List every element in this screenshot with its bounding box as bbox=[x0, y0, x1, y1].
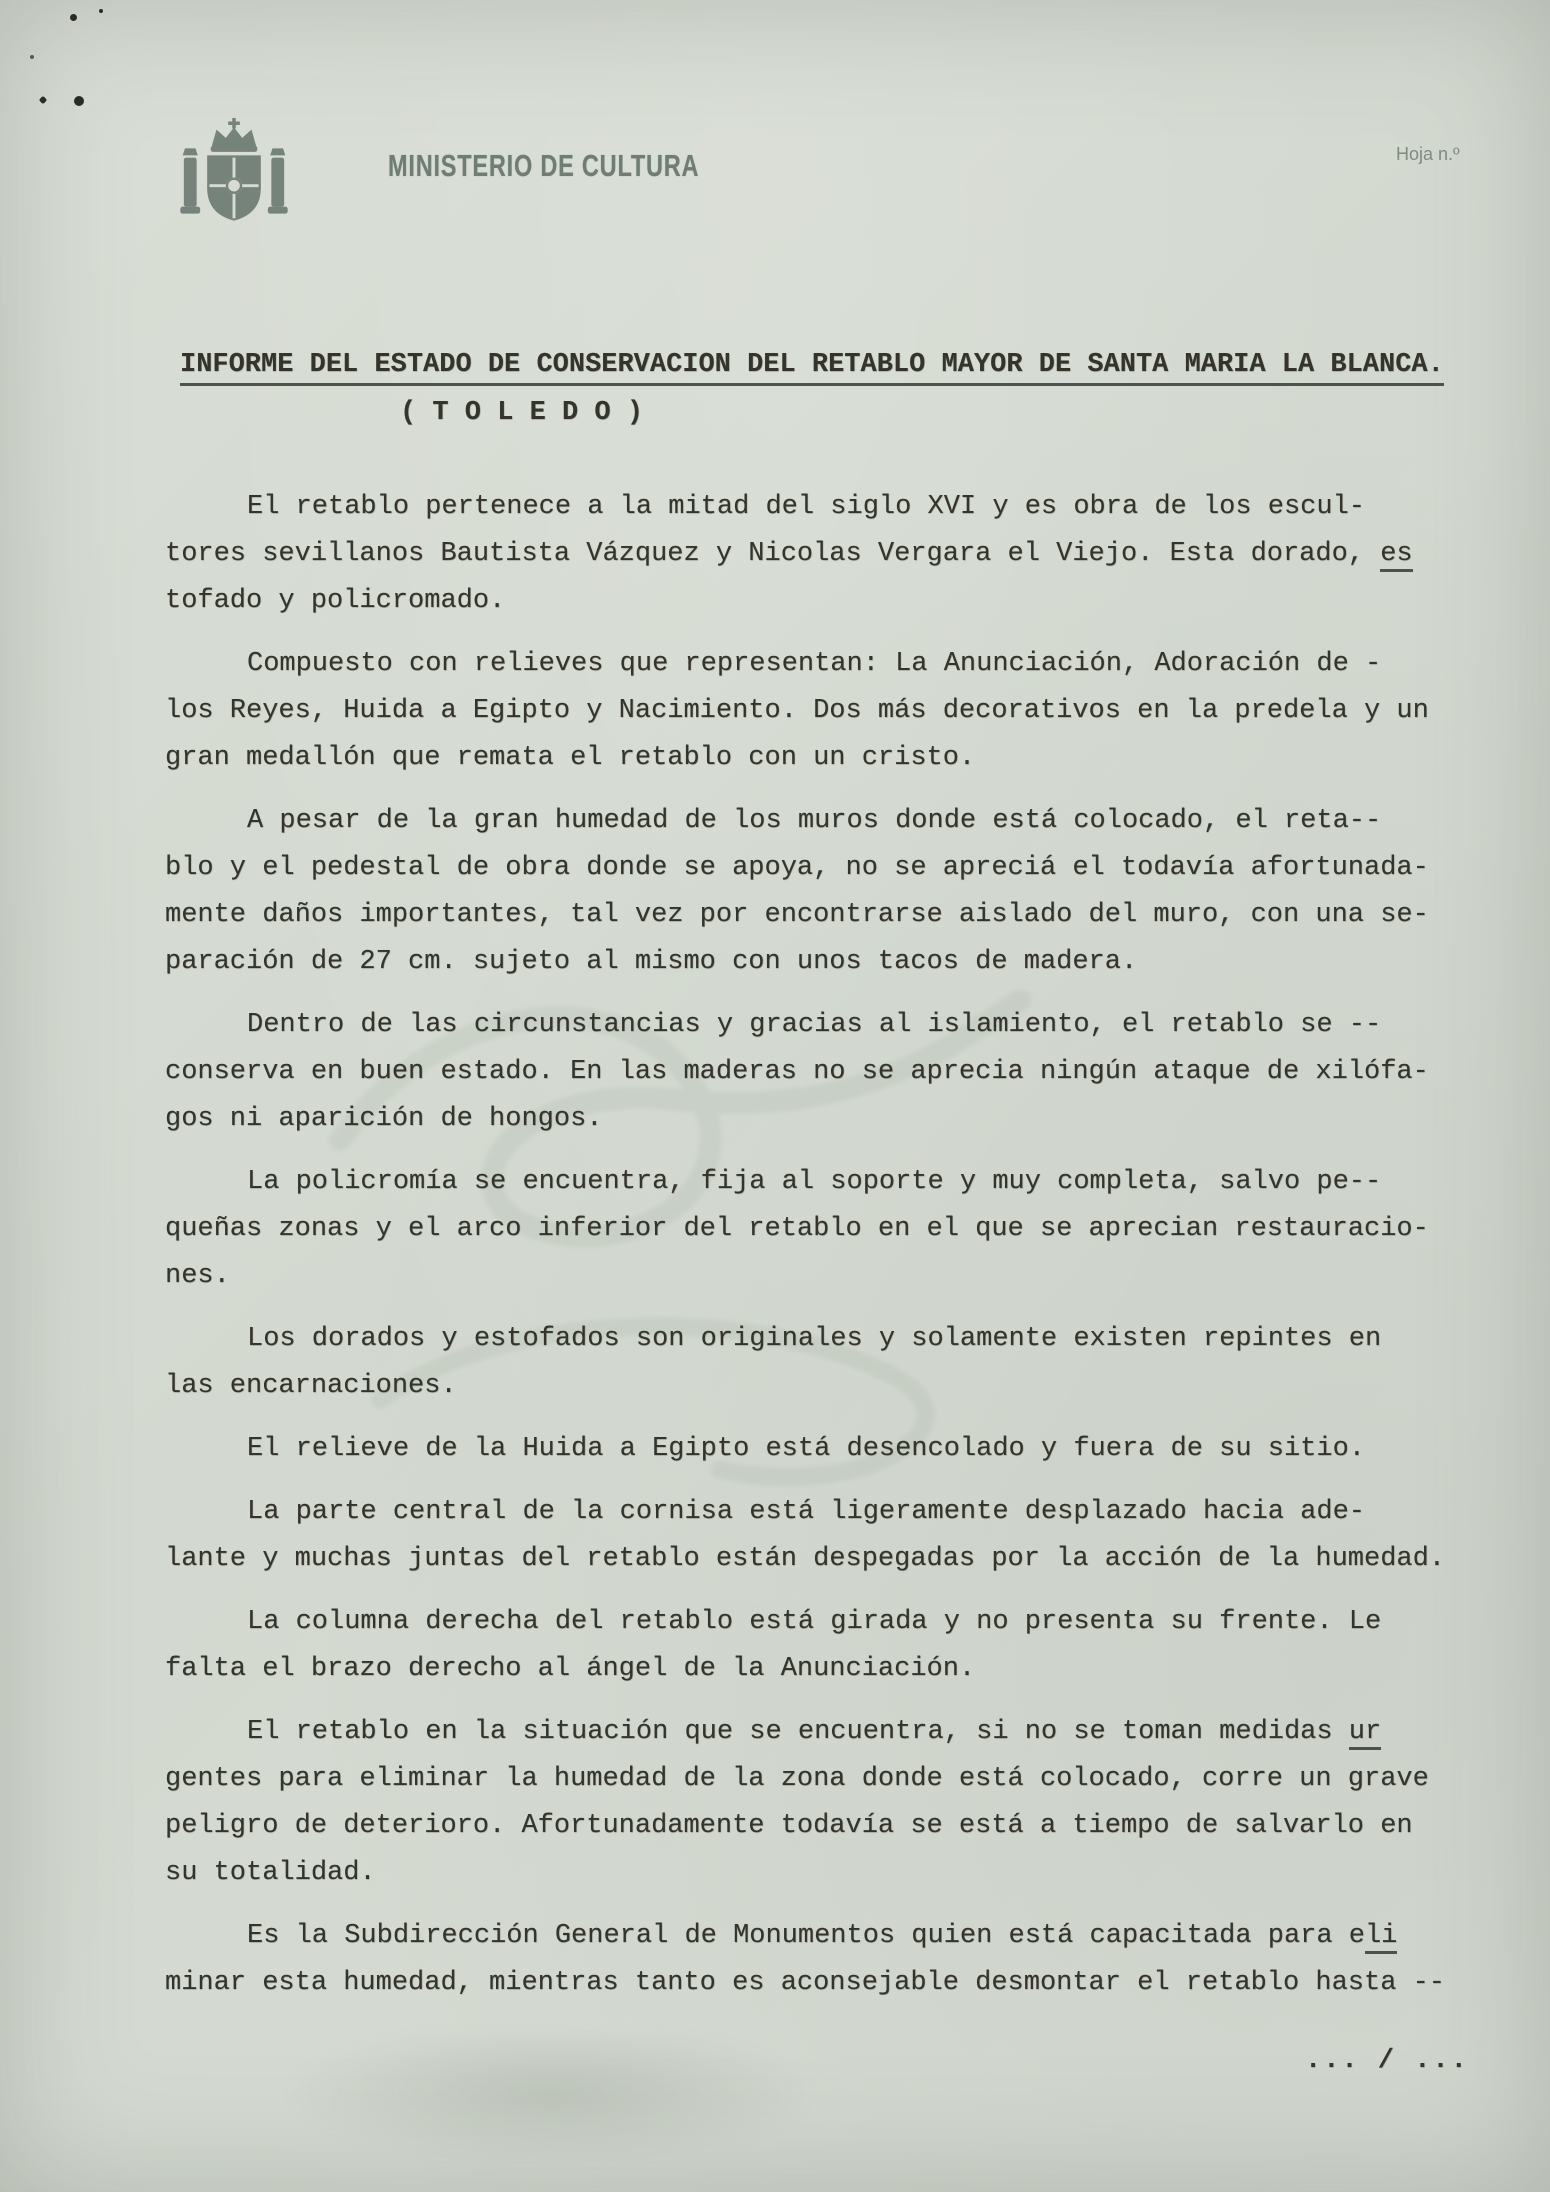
text-line: El relieve de la Huida a Egipto está desencolado y fuera de su sitio. bbox=[247, 1434, 1365, 1464]
text-line: conserva en buen estado. En las maderas no se aprecia ningún ataque de xilófa- bbox=[165, 1057, 1429, 1087]
coat-of-arms-icon bbox=[175, 118, 293, 230]
ministry-name: MINISTERIO DE CULTURA bbox=[388, 148, 700, 183]
punch-mark bbox=[30, 55, 34, 59]
document-subtitle: ( T O L E D O ) bbox=[400, 398, 644, 428]
text-line: gos ni aparición de hongos. bbox=[165, 1104, 603, 1134]
paragraph bbox=[165, 1002, 1505, 1143]
punch-mark bbox=[70, 14, 77, 21]
text-line: nes. bbox=[165, 1261, 230, 1291]
paragraph bbox=[165, 798, 1505, 986]
paragraph bbox=[165, 641, 1505, 782]
paragraph bbox=[165, 1709, 1505, 1897]
punch-mark bbox=[39, 96, 47, 104]
paragraph bbox=[165, 1489, 1505, 1583]
text-line: tofado y policromado. bbox=[165, 586, 506, 616]
text-line: Compuesto con relieves que representan: La Anunciación, Adoración de - bbox=[247, 649, 1382, 679]
text-line: gentes para eliminar la humedad de la zona donde está colocado, corre un grave bbox=[165, 1764, 1429, 1794]
underlined-text: es bbox=[1380, 539, 1412, 572]
text-line: peligro de deterioro. Afortunadamente todavía se está a tiempo de salvarlo en bbox=[165, 1811, 1413, 1841]
text-line: El retablo pertenece a la mitad del siglo XVI y es obra de los escul- bbox=[247, 492, 1365, 522]
paragraph bbox=[165, 484, 1505, 625]
text-line: las encarnaciones. bbox=[165, 1371, 457, 1401]
text-line: paración de 27 cm. sujeto al mismo con unos tacos de madera. bbox=[165, 947, 1138, 977]
document-body bbox=[165, 484, 1505, 2023]
underlined-text: li bbox=[1365, 1921, 1397, 1954]
paper-crease bbox=[280, 2035, 820, 2165]
text-line: gran medallón que remata el retablo con un cristo. bbox=[165, 743, 976, 773]
document-title: INFORME DEL ESTADO DE CONSERVACION DEL RETABLO MAYOR DE SANTA MARIA LA BLANCA. bbox=[180, 350, 1444, 386]
text-line: La parte central de la cornisa está ligeramente desplazado hacia ade- bbox=[247, 1497, 1365, 1527]
text-line: Es la Subdirección General de Monumentos quien está capacitada para eli bbox=[165, 1913, 1505, 1960]
paragraph bbox=[165, 1159, 1505, 1300]
text-line: lante y muchas juntas del retablo están despegadas por la acción de la humedad. bbox=[165, 1544, 1446, 1574]
text-line: La policromía se encuentra, fija al soporte y muy completa, salvo pe-- bbox=[247, 1167, 1382, 1197]
paragraph bbox=[165, 1316, 1505, 1410]
text-line: queñas zonas y el arco inferior del retablo en el que se aprecian restauracio- bbox=[165, 1214, 1429, 1244]
text-line: Dentro de las circunstancias y gracias al islamiento, el retablo se -- bbox=[247, 1010, 1382, 1040]
paragraph bbox=[165, 1913, 1505, 2007]
sheet-number-label: Hoja n.º bbox=[1396, 144, 1460, 164]
text-line: minar esta humedad, mientras tanto es aconsejable desmontar el retablo hasta -- bbox=[165, 1968, 1446, 1998]
text-line: su totalidad. bbox=[165, 1858, 376, 1888]
underlined-text: ur bbox=[1349, 1717, 1381, 1750]
text-line: blo y el pedestal de obra donde se apoya, no se apreciá el todavía afortunada- bbox=[165, 853, 1429, 883]
punch-mark bbox=[99, 9, 103, 13]
text-line: A pesar de la gran humedad de los muros donde está colocado, el reta-- bbox=[247, 806, 1382, 836]
continuation-marker: ... / ... bbox=[1305, 2046, 1469, 2076]
text-line: falta el brazo derecho al ángel de la Anunciación. bbox=[165, 1654, 976, 1684]
punch-mark bbox=[74, 96, 84, 106]
text-line: El retablo en la situación que se encuentra, si no se toman medidas ur bbox=[165, 1709, 1505, 1756]
text-line: los Reyes, Huida a Egipto y Nacimiento. Dos más decorativos en la predela y un bbox=[165, 696, 1429, 726]
paragraph bbox=[165, 1426, 1505, 1473]
text-line: Los dorados y estofados son originales y solamente existen repintes en bbox=[247, 1324, 1382, 1354]
text-line: tores sevillanos Bautista Vázquez y Nicolas Vergara el Viejo. Esta dorado, es bbox=[165, 531, 1505, 578]
paragraph bbox=[165, 1599, 1505, 1693]
text-line: La columna derecha del retablo está girada y no presenta su frente. Le bbox=[247, 1607, 1382, 1637]
text-line: mente daños importantes, tal vez por encontrarse aislado del muro, con una se- bbox=[165, 900, 1429, 930]
